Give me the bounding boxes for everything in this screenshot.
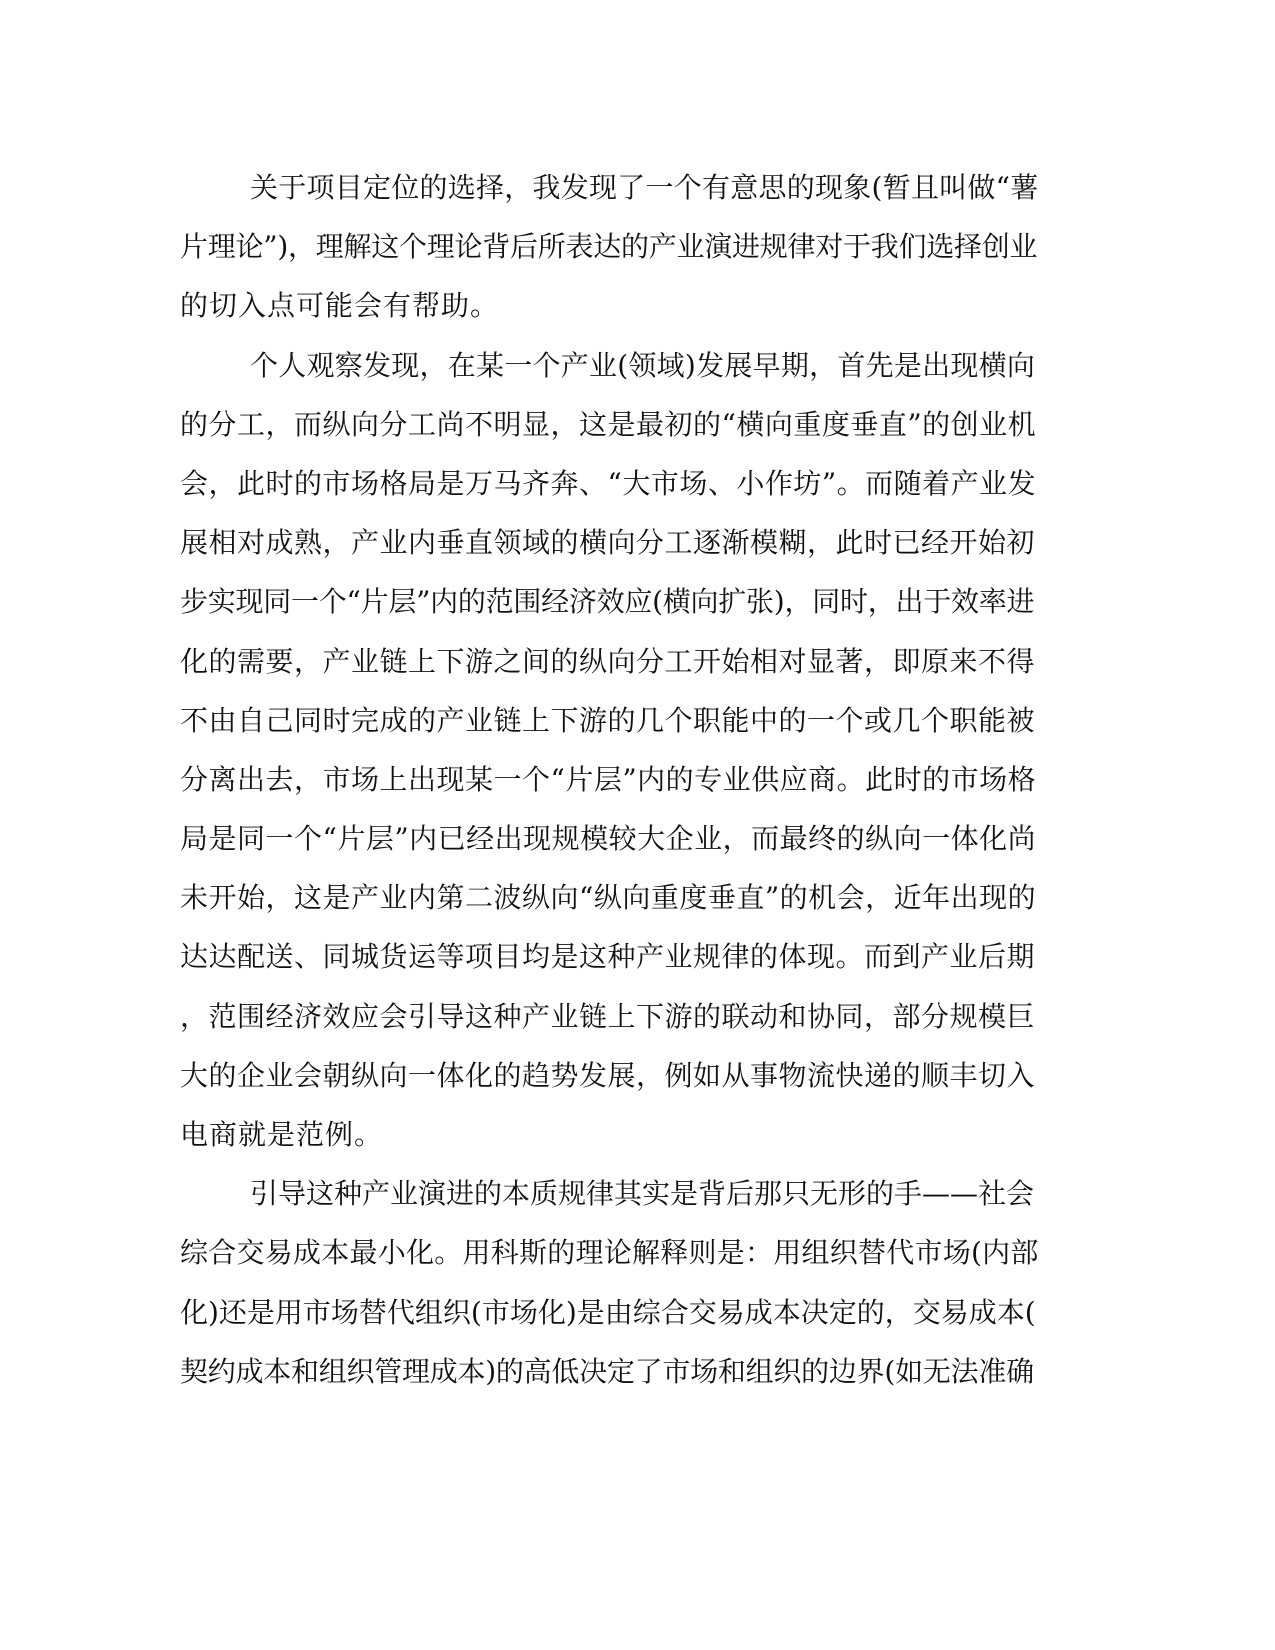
paragraph-2 [180,336,1040,1165]
text-line: 引导这种产业演进的本质规律其实是背后那只无形的手——社会 [250,1177,1035,1211]
document-body [180,158,1040,1401]
text-line: ，范围经济效应会引导这种产业链上下游的联动和协同，部分规模巨 [180,999,1036,1033]
text-line: 综合交易成本最小化。用科斯的理论解释则是：用组织替代市场(内部 [180,1236,1039,1270]
text-line: 达达配送、同城货运等项目均是这种产业规律的体现。而到产业后期 [180,940,1036,974]
text-line: 会，此时的市场格局是万马齐奔、“大市场、小作坊”。而随着产业发 [180,466,1037,500]
text-line: 步实现同一个“片层”内的范围经济效应(横向扩张)，同时，出于效率进 [180,585,1035,619]
text-line: 分离出去，市场上出现某一个“片层”内的专业供应商。此时的市场格 [180,762,1037,796]
text-line: 展相对成熟，产业内垂直领域的横向分工逐渐模糊，此时已经开始初 [180,526,1036,560]
text-line: 关于项目定位的选择，我发现了一个有意思的现象(暂且叫做“薯 [250,171,1039,204]
text-line: 化)还是用市场替代组织(市场化)是由综合交易成本决定的，交易成本( [180,1295,1036,1329]
text-line: 契约成本和组织管理成本)的高低决定了市场和组织的边界(如无法准确 [180,1354,1034,1388]
text-line: 大的企业会朝纵向一体化的趋势发展，例如从事物流快递的顺丰切入 [180,1058,1036,1092]
text-line: 片理论”)，理解这个理论背后所表达的产业演进规律对于我们选择创业 [180,230,1038,264]
text-line: 的切入点可能会有帮助。 [180,289,500,323]
text-line: 电商就是范例。 [180,1118,384,1151]
text-line: 不由自己同时完成的产业链上下游的几个职能中的一个或几个职能被 [180,703,1036,737]
text-line: 的分工，而纵向分工尚不明显，这是最初的“横向重度垂直”的创业机 [180,407,1037,441]
paragraph-3 [180,1164,1040,1401]
text-line: 未开始，这是产业内第二波纵向“纵向重度垂直”的机会，近年出现的 [180,881,1037,915]
paragraph-1 [180,158,1040,336]
text-line: 个人观察发现，在某一个产业(领域)发展早期，首先是出现横向 [250,348,1036,382]
text-line: 化的需要，产业链上下游之间的纵向分工开始相对显著，即原来不得 [180,644,1036,678]
text-line: 局是同一个“片层”内已经出现规模较大企业，而最终的纵向一体化尚 [180,822,1037,856]
